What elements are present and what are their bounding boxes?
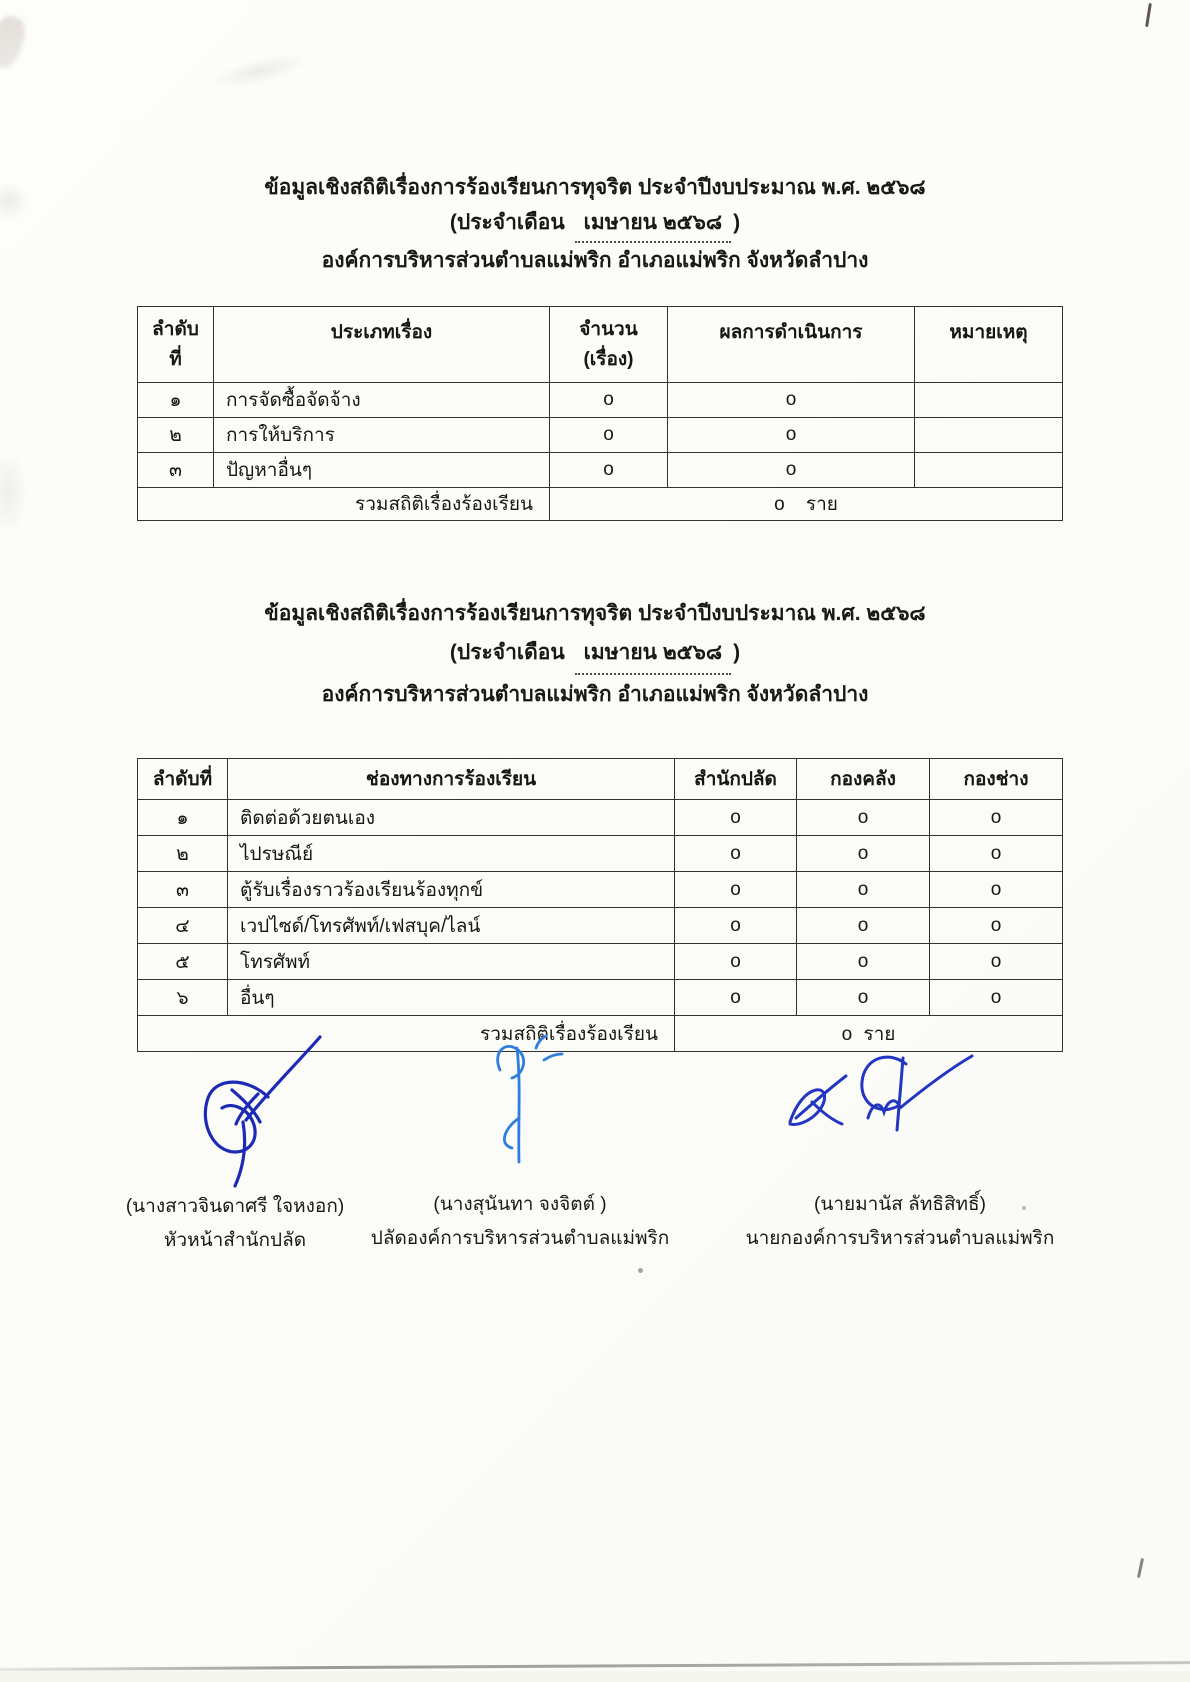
engineering-cell: o [930, 980, 1063, 1016]
table-row [138, 453, 1063, 488]
header-engineering-division: กองช่าง [930, 759, 1063, 800]
category-cell: การให้บริการ [214, 418, 550, 453]
count-cell: o [550, 453, 668, 488]
paper-edge-area [0, 1671, 1190, 1682]
table-total-row [138, 1016, 1063, 1052]
scan-mark [1137, 1558, 1144, 1578]
signature-1-ink [205, 1037, 320, 1186]
signer-name: (นางสาวจินดาศรี ใจหงอก) [125, 1196, 345, 1217]
row-number-cell: ๓ [138, 453, 214, 488]
signature-block-2 [365, 1188, 675, 1256]
finance-cell: o [797, 800, 930, 836]
office-clerk-cell: o [675, 980, 797, 1016]
finance-cell: o [797, 836, 930, 872]
signature-block-1 [85, 1190, 385, 1258]
header-office-clerk: สำนักปลัด [675, 759, 797, 800]
finance-cell: o [797, 980, 930, 1016]
header-result: ผลการดำเนินการ [668, 307, 915, 383]
office-clerk-cell: o [675, 800, 797, 836]
section1-title-block [0, 170, 1190, 278]
row-number-cell: ๑ [138, 383, 214, 418]
total-value-cell: o ราย [550, 488, 1063, 521]
result-cell: o [668, 383, 915, 418]
section2-subtitle [0, 633, 1190, 675]
office-clerk-cell: o [675, 836, 797, 872]
category-cell: ปัญหาอื่นๆ [214, 453, 550, 488]
signature-block-3 [740, 1188, 1060, 1256]
result-cell: o [668, 453, 915, 488]
subtitle-month-underlined: เมษายน ๒๕๖๘ [575, 633, 731, 675]
header-count: จำนวน (เรื่อง) [550, 307, 668, 383]
header-finance-division: กองคลัง [797, 759, 930, 800]
table-row [138, 980, 1063, 1016]
engineering-cell: o [930, 836, 1063, 872]
office-clerk-cell: o [675, 944, 797, 980]
row-number-cell: ๓ [138, 872, 228, 908]
complaint-type-table [137, 306, 1063, 521]
channel-cell: ตู้รับเรื่องราวร้องเรียนร้องทุกข์ [228, 872, 675, 908]
signature-3-ink [790, 1056, 972, 1130]
table-total-row [138, 488, 1063, 521]
table-row [138, 836, 1063, 872]
row-number-cell: ๖ [138, 980, 228, 1016]
header-channel: ช่องทางการร้องเรียน [228, 759, 675, 800]
section1-subtitle [0, 205, 1190, 243]
engineering-cell: o [930, 800, 1063, 836]
channel-cell: เวปไซด์/โทรศัพท์/เฟสบุค/ไลน์ [228, 908, 675, 944]
header-no: ลำดับที่ [138, 759, 228, 800]
count-cell: o [550, 383, 668, 418]
scan-smudge [208, 46, 311, 95]
table-header-row [138, 307, 1063, 383]
table-row [138, 800, 1063, 836]
table-header-row [138, 759, 1063, 800]
section2-title-block [0, 594, 1190, 714]
subtitle-close: ) [733, 211, 741, 234]
office-clerk-cell: o [675, 872, 797, 908]
subtitle-close: ) [733, 641, 741, 664]
row-number-cell: ๒ [138, 836, 228, 872]
table-row [138, 908, 1063, 944]
section2-org-line: องค์การบริหารส่วนตำบลแม่พริก อำเภอแม่พริก จังหวัดลำปาง [321, 683, 869, 706]
table-row [138, 418, 1063, 453]
scan-smudge [0, 448, 28, 536]
result-cell: o [668, 418, 915, 453]
office-clerk-cell: o [675, 908, 797, 944]
channel-cell: อื่นๆ [228, 980, 675, 1016]
note-cell [915, 453, 1063, 488]
header-type: ประเภทเรื่อง [214, 307, 550, 383]
scan-mark [1145, 3, 1152, 27]
total-label-cell: รวมสถิติเรื่องร้องเรียน [138, 1016, 675, 1052]
table-row [138, 944, 1063, 980]
signature-2-ink [498, 1036, 562, 1162]
count-cell: o [550, 418, 668, 453]
section2-title: ข้อมูลเชิงสถิติเรื่องการร้องเรียนการทุจริต ประจำปีงบประมาณ พ.ศ. ๒๕๖๘ [264, 602, 926, 625]
row-number-cell: ๔ [138, 908, 228, 944]
subtitle-prefix: (ประจำเดือน [449, 641, 565, 664]
channel-cell: ไปรษณีย์ [228, 836, 675, 872]
finance-cell: o [797, 908, 930, 944]
header-no: ลำดับ ที่ [138, 307, 214, 383]
signer-title: นายกองค์การบริหารส่วนตำบลแม่พริก [745, 1228, 1055, 1249]
signer-name: (นายมานัส ลัทธิสิทธิ์) [814, 1194, 986, 1215]
header-note: หมายเหตุ [915, 307, 1063, 383]
row-number-cell: ๕ [138, 944, 228, 980]
note-cell [915, 418, 1063, 453]
finance-cell: o [797, 872, 930, 908]
note-cell [915, 383, 1063, 418]
scan-smudge [0, 13, 29, 72]
complaint-channel-table [137, 758, 1063, 1052]
subtitle-month-underlined: เมษายน ๒๕๖๘ [575, 205, 731, 243]
subtitle-prefix: (ประจำเดือน [449, 211, 565, 234]
engineering-cell: o [930, 908, 1063, 944]
scan-dot [638, 1268, 643, 1273]
signer-title: ปลัดองค์การบริหารส่วนตำบลแม่พริก [370, 1228, 670, 1249]
channel-cell: ติดต่อด้วยตนเอง [228, 800, 675, 836]
row-number-cell: ๒ [138, 418, 214, 453]
engineering-cell: o [930, 872, 1063, 908]
signer-name: (นางสุนันทา จงจิตต์ ) [433, 1194, 607, 1215]
paper-edge-line [0, 1661, 1190, 1670]
table-row [138, 383, 1063, 418]
section1-org-line: องค์การบริหารส่วนตำบลแม่พริก อำเภอแม่พริก จังหวัดลำปาง [321, 249, 869, 272]
section1-title: ข้อมูลเชิงสถิติเรื่องการร้องเรียนการทุจริต ประจำปีงบประมาณ พ.ศ. ๒๕๖๘ [264, 176, 926, 199]
table-row [138, 872, 1063, 908]
finance-cell: o [797, 944, 930, 980]
signer-title: หัวหน้าสำนักปลัด [163, 1230, 307, 1251]
total-label-cell: รวมสถิติเรื่องร้องเรียน [138, 488, 550, 521]
row-number-cell: ๑ [138, 800, 228, 836]
category-cell: การจัดซื้อจัดจ้าง [214, 383, 550, 418]
channel-cell: โทรศัพท์ [228, 944, 675, 980]
total-value-cell: o ราย [675, 1016, 1063, 1052]
engineering-cell: o [930, 944, 1063, 980]
